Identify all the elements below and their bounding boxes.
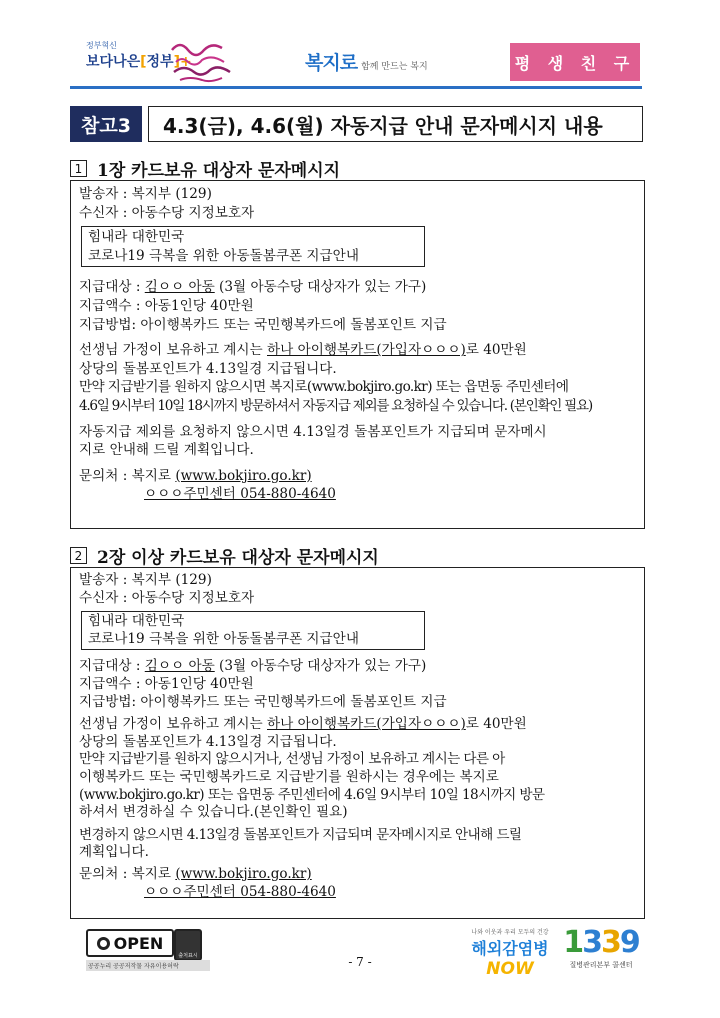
hotline-number — [558, 925, 644, 960]
kcdc-hotline-logo — [558, 925, 644, 970]
gov-logo-small-text: 정부혁신 — [86, 41, 117, 50]
body-line-5: (www.bokjiro.go.kr) 또는 읍면동 주민센터에 4.6일 9시부터 10일 18시까지 방문 — [79, 786, 545, 803]
body-line-5: 자동지급 제외를 요청하지 않으시면 4.13일경 돌봄포인트가 지급되며 문자메시 — [79, 423, 547, 440]
card-name: 하나 아이행복카드(가입자ㅇㅇㅇ) — [267, 342, 466, 359]
slogan-calligraphy-logo — [166, 36, 238, 86]
travel-tagline: 나와 이웃과 우리 모두의 건강 — [471, 929, 549, 936]
contact-url: (www.bokjiro.go.kr) — [175, 467, 312, 484]
receiver-line: 수신자 : 아동수당 지정보호자 — [79, 204, 255, 221]
body-line-1: 선생님 가정이 보유하고 계시는 하나 아이행복카드(가입자ㅇㅇㅇ)로 40만원 — [79, 342, 527, 359]
body-line-4: 이행복카드 또는 국민행복카드로 지급받기를 원하시는 경우에는 복지로 — [79, 768, 499, 785]
card-name: 하나 아이행복카드(가입자ㅇㅇㅇ) — [267, 716, 466, 733]
sender-line: 발송자 : 복지부 (129) — [79, 186, 212, 202]
bokjiro-logo-mark: 복지로 — [305, 52, 358, 74]
body-line-6: 지로 안내해 드릴 계획입니다. — [79, 442, 254, 459]
body-line-3: 만약 지급받기를 원하지 않으시거나, 선생님 가정이 보유하고 계시는 다른 아 — [79, 751, 505, 768]
hotline-digit-3: 3 — [601, 925, 620, 960]
overseas-infection-logo — [468, 927, 552, 979]
page-header — [0, 30, 720, 100]
section1-message-box — [70, 180, 645, 529]
contact-center: ㅇㅇㅇ주민센터 054-880-4640 — [144, 883, 336, 900]
section2-title: 2장 이상 카드보유 대상자 문자메시지 — [97, 548, 379, 568]
sender-line: 발송자 : 복지부 (129) — [79, 572, 212, 588]
section2-message-box — [70, 567, 645, 919]
lifelong-friend-banner: 평 생 친 구 — [510, 43, 640, 81]
body-line-6: 하셔서 변경하실 수 있습니다.(본인확인 필요) — [79, 804, 348, 821]
section2-number: 2 — [70, 547, 87, 564]
contact-line-1: 문의처 : 복지로 (www.bokjiro.go.kr) — [79, 865, 312, 882]
attribution-icon: 출처표시 — [174, 929, 202, 961]
greeting-line-2: 코로나19 극복을 위한 아동돌봄쿠폰 지급안내 — [88, 247, 359, 264]
reference-tag: 참고3 — [70, 106, 142, 142]
gov-logo-text-1: 보다나은 — [86, 54, 141, 70]
target-name: 김ㅇㅇ 아동 — [144, 658, 215, 675]
hotline-digit-4: 9 — [619, 925, 639, 960]
target-line: 지급대상 : 김ㅇㅇ 아동 (3월 아동수당 대상자가 있는 가구) — [79, 658, 427, 675]
greeting-line-2: 코로나19 극복을 위한 아동돌봄쿠폰 지급안내 — [88, 630, 359, 647]
page-footer — [0, 925, 720, 985]
body-line-2: 상당의 돌봄포인트가 4.13일경 지급됩니다. — [79, 733, 337, 750]
open-license-mark: OPEN — [86, 929, 174, 957]
section1-number: 1 — [70, 160, 87, 177]
gov-logo-text-2: 정부 — [146, 54, 174, 70]
greeting-box — [81, 226, 425, 267]
hotline-caption: 질병관리본부 콜센터 — [569, 961, 633, 969]
gov-innovation-logo: 정부혁신 보다나은[정부]+ — [86, 41, 192, 70]
travel-now: NOW — [486, 959, 534, 979]
body-line-3: 만약 지급받기를 원하지 않으시면 복지로(www.bokjiro.go.kr) 또는 읍면동 주민센터에 — [79, 379, 569, 396]
header-divider — [70, 86, 642, 89]
body-line-4: 4.6일 9시부터 10일 18시까지 방문하셔서 자동지급 제외를 요청하실 수 있습니다. (본인확인 필요) — [79, 397, 592, 414]
hotline-digit-1: 1 — [563, 925, 583, 960]
body-line-1: 선생님 가정이 보유하고 계시는 하나 아이행복카드(가입자ㅇㅇㅇ)로 40만원 — [79, 716, 527, 733]
body-line-7: 변경하지 않으시면 4.13일경 돌봄포인트가 지급되며 문자메시지로 안내해 드릴 — [79, 826, 522, 843]
greeting-box — [81, 611, 425, 650]
section1-title: 1장 카드보유 대상자 문자메시지 — [97, 161, 341, 181]
hotline-digit-2: 3 — [582, 925, 601, 960]
open-circle-icon — [97, 937, 110, 950]
receiver-line: 수신자 : 아동수당 지정보호자 — [79, 589, 255, 606]
body-line-2: 상당의 돌봄포인트가 4.13일경 지급됩니다. — [79, 360, 337, 377]
contact-line-1: 문의처 : 복지로 (www.bokjiro.go.kr) — [79, 467, 312, 484]
amount-line: 지급액수 : 아동1인당 40만원 — [79, 675, 254, 692]
contact-url: (www.bokjiro.go.kr) — [175, 865, 312, 882]
section1-heading — [70, 156, 340, 181]
section2-heading — [70, 543, 379, 568]
contact-line-2 — [79, 884, 636, 902]
target-line: 지급대상 : 김ㅇㅇ 아동 (3월 아동수당 대상자가 있는 가구) — [79, 279, 427, 296]
travel-title: 해외감염병 — [471, 939, 549, 958]
document-title — [70, 106, 643, 142]
contact-center: ㅇㅇㅇ주민센터 054-880-4640 — [144, 486, 336, 503]
open-license-caption: 공공누리 공공저작물 자유이용허락 — [86, 960, 210, 971]
amount-line: 지급액수 : 아동1인당 40만원 — [79, 297, 254, 314]
title-text: 4.3(금), 4.6(월) 자동지급 안내 문자메시지 내용 — [148, 106, 643, 142]
bokjiro-logo — [305, 48, 428, 75]
body-line-8: 계획입니다. — [79, 844, 149, 861]
greeting-line-1: 힘내라 대한민국 — [88, 229, 185, 246]
page-number: - 7 - — [348, 955, 372, 969]
target-name: 김ㅇㅇ 아동 — [144, 279, 215, 296]
contact-line-2 — [79, 485, 636, 504]
bokjiro-tagline: 함께 만드는 복지 — [361, 62, 428, 72]
method-line: 지급방법: 아이행복카드 또는 국민행복카드에 돌봄포인트 지급 — [79, 693, 447, 710]
method-line: 지급방법: 아이행복카드 또는 국민행복카드에 돌봄포인트 지급 — [79, 316, 447, 333]
greeting-line-1: 힘내라 대한민국 — [88, 613, 185, 630]
